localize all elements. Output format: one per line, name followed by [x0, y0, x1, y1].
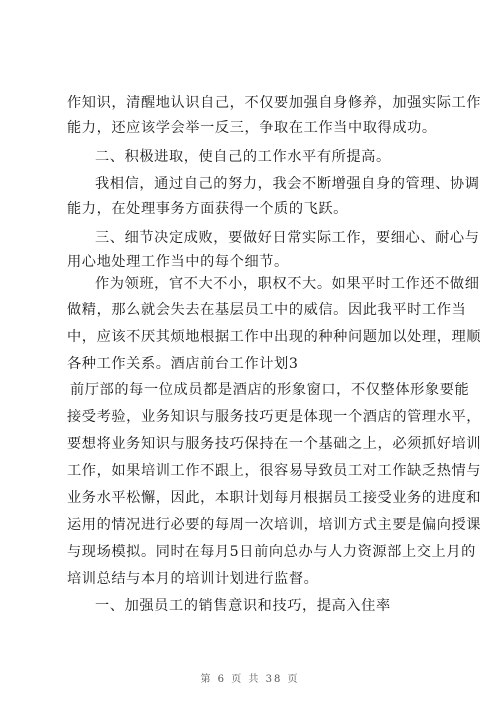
text-line: 工作，如果培训工作不跟上，很容易导致员工对工作缺乏热情与: [67, 463, 482, 479]
text-line: 各种工作关系。酒店前台工作计划3: [67, 356, 299, 372]
text-line: 业务水平松懈，因此，本职计划每月根据员工接受业务的进度和: [67, 490, 482, 506]
text-line: 能力，还应该学会举一反三，争取在工作当中取得成功。: [67, 120, 437, 136]
text-line: 要想将业务知识与服务技巧保持在一个基础之上，必须抓好培训: [67, 436, 482, 452]
text-line: 与现场模拟。同时在每月5日前向总办与人力资源部上交上月的: [67, 544, 476, 560]
text-line: 能力，在处理事务方面获得一个质的飞跃。: [67, 201, 348, 217]
text-line: 我相信，通过自己的努力，我会不断增强自身的管理、协调: [95, 176, 480, 192]
section-heading: 一、加强员工的销售意识和技巧，提高入住率: [95, 598, 391, 614]
text-line: 用心地处理工作当中的每个细节。: [67, 254, 289, 270]
text-line: 中，应该不厌其烦地根据工作中出现的种种问题加以处理，理顺: [67, 329, 482, 345]
text-line: 做精，那么就会失去在基层员工中的威信。因此我平时工作当: [67, 302, 467, 318]
text-line: 前厅部的每一位成员都是酒店的形象窗口，不仅整体形象要能: [70, 382, 470, 398]
section-heading: 三、细节决定成败，要做好日常实际工作，要细心、耐心与: [95, 230, 480, 246]
page-number: 第 6 页 共 38 页: [200, 674, 300, 685]
text-line: 接受考验，业务知识与服务技巧更是体现一个酒店的管理水平，: [67, 409, 482, 425]
section-heading: 二、积极进取，使自己的工作水平有所提高。: [95, 149, 391, 165]
text-line: 作为领班，官不大不小，职权不大。如果平时工作还不做细: [95, 276, 480, 292]
text-line: 运用的情况进行必要的每周一次培训，培训方式主要是偏向授课: [67, 517, 482, 533]
text-line: 培训总结与本月的培训计划进行监督。: [67, 571, 319, 587]
text-line: 作知识，清醒地认识自己，不仅要加强自身修养，加强实际工作: [67, 95, 482, 111]
